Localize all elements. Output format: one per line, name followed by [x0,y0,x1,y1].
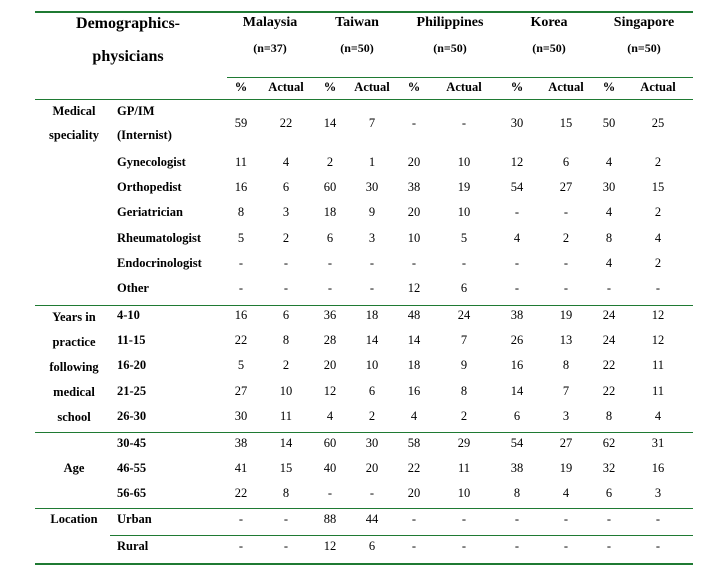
table-cell: 16 [234,180,248,194]
group-label: Medical [52,104,96,118]
table-cell: 38 [510,461,524,475]
group-label: speciality [49,128,99,142]
row-label: 30-45 [117,436,147,450]
subcol-actual: Actual [548,80,584,94]
table-cell: 4 [410,409,418,423]
table-cell: 6 [513,409,521,423]
table-cell: 2 [654,205,662,219]
table-cell: 2 [368,409,376,423]
table-cell: 14 [365,333,379,347]
table-cell: 2 [282,358,290,372]
table-cell: 14 [323,116,337,130]
table-cell: 7 [368,116,376,130]
table-cell: - [411,512,417,526]
table-title-line: physicians [92,48,164,65]
table-cell: 6 [368,539,376,553]
table-cell: 62 [602,436,616,450]
table-cell: - [283,256,289,270]
table-cell: 30 [510,116,524,130]
table-cell: 27 [234,384,248,398]
table-cell: - [655,281,661,295]
table-cell: - [411,256,417,270]
subcol-actual: Actual [354,80,390,94]
table-title-line: Demographics- [76,15,180,32]
table-cell: 2 [654,155,662,169]
table-cell: 16 [407,384,421,398]
table-cell: 27 [559,436,573,450]
table-cell: 26 [510,333,524,347]
table-cell: 10 [365,358,379,372]
table-cell: 2 [654,256,662,270]
table-cell: 20 [323,358,337,372]
row-label: 56-65 [117,486,147,500]
table-cell: 15 [279,461,293,475]
table-cell: 36 [323,308,337,322]
row-label: Gynecologist [117,155,186,169]
table-cell: 4 [282,155,290,169]
table-cell: 7 [460,333,468,347]
table-cell: 60 [323,180,337,194]
country-name: Malaysia [242,15,298,30]
table-cell: - [369,486,375,500]
table-cell: 4 [605,256,613,270]
row-label: 21-25 [117,384,147,398]
rule-line [35,99,693,100]
table-cell: 12 [323,539,337,553]
table-cell: 30 [365,436,379,450]
table-cell: - [514,512,520,526]
table-cell: - [563,256,569,270]
row-label: 11-15 [117,333,146,347]
table-cell: 19 [457,180,471,194]
table-cell: 8 [605,409,613,423]
row-label: Endocrinologist [117,256,202,270]
table-cell: 11 [279,409,293,423]
table-cell: - [563,281,569,295]
table-cell: - [514,539,520,553]
subcol-actual: Actual [446,80,482,94]
table-cell: - [461,512,467,526]
table-cell: 32 [602,461,616,475]
table-cell: 10 [457,205,471,219]
rule-line [35,563,693,565]
table-cell: 6 [368,384,376,398]
table-cell: 5 [460,231,468,245]
row-label: Other [117,281,149,295]
table-cell: 13 [559,333,573,347]
table-cell: 8 [282,333,290,347]
table-cell: 6 [326,231,334,245]
table-cell: - [655,539,661,553]
table-cell: 38 [234,436,248,450]
table-cell: 2 [460,409,468,423]
table-cell: 22 [602,384,616,398]
sample-size: (n=50) [532,41,566,55]
table-cell: 54 [510,180,524,194]
table-cell: 88 [323,512,337,526]
table-cell: 22 [234,333,248,347]
table-cell: - [563,539,569,553]
table-cell: 11 [651,384,665,398]
table-cell: - [461,256,467,270]
table-cell: 9 [368,205,376,219]
subcol-percent: % [234,80,248,94]
sample-size: (n=50) [627,41,661,55]
table-cell: 2 [326,155,334,169]
table-cell: 30 [234,409,248,423]
table-cell: 8 [282,486,290,500]
table-cell: - [606,512,612,526]
table-cell: - [327,281,333,295]
table-cell: 6 [460,281,468,295]
country-name: Philippines [416,15,484,30]
table-cell: 38 [510,308,524,322]
table-cell: 48 [407,308,421,322]
table-cell: 4 [605,205,613,219]
table-cell: 5 [237,231,245,245]
table-cell: 2 [562,231,570,245]
table-cell: 60 [323,436,337,450]
table-cell: 24 [457,308,471,322]
table-cell: 12 [651,308,665,322]
rule-line [35,305,693,306]
row-label: Rheumatologist [117,231,202,245]
table-cell: 15 [559,116,573,130]
table-cell: 8 [562,358,570,372]
table-cell: 3 [282,205,290,219]
table-cell: 20 [407,205,421,219]
rule-line [227,77,693,78]
table-cell: 14 [279,436,293,450]
table-cell: 2 [282,231,290,245]
table-cell: - [327,486,333,500]
table-cell: - [327,256,333,270]
table-cell: 27 [559,180,573,194]
table-cell: 44 [365,512,379,526]
group-label: school [57,410,91,424]
table-cell: - [563,512,569,526]
table-cell: 58 [407,436,421,450]
table-cell: 3 [654,486,662,500]
country-name: Singapore [613,15,675,30]
subcol-percent: % [323,80,337,94]
table-cell: 16 [234,308,248,322]
table-cell: 11 [234,155,248,169]
table-cell: 20 [407,486,421,500]
country-name: Korea [530,15,568,30]
table-cell: - [283,539,289,553]
table-cell: - [369,281,375,295]
table-cell: 11 [651,358,665,372]
sample-size: (n=50) [433,41,467,55]
table-cell: - [461,539,467,553]
group-label: following [49,360,99,374]
table-cell: 18 [365,308,379,322]
table-cell: 1 [368,155,376,169]
table-cell: 6 [282,180,290,194]
row-label: Urban [117,512,152,526]
table-cell: 20 [365,461,379,475]
table-cell: - [411,539,417,553]
table-cell: 29 [457,436,471,450]
table-cell: - [238,281,244,295]
table-cell: - [514,205,520,219]
group-label: Age [63,461,85,475]
rule-line [35,432,693,433]
table-cell: 12 [510,155,524,169]
rule-line [110,535,693,536]
table-cell: 14 [407,333,421,347]
table-cell: 54 [510,436,524,450]
table-cell: 4 [654,231,662,245]
table-cell: 38 [407,180,421,194]
row-label: 16-20 [117,358,147,372]
row-label: Orthopedist [117,180,182,194]
subcol-percent: % [602,80,616,94]
table-cell: - [514,256,520,270]
group-label: Location [50,512,98,526]
table-cell: 12 [407,281,421,295]
table-cell: 10 [279,384,293,398]
table-cell: 10 [457,486,471,500]
table-cell: 18 [323,205,337,219]
table-cell: 16 [651,461,665,475]
subcol-percent: % [510,80,524,94]
table-cell: 40 [323,461,337,475]
table-cell: - [238,512,244,526]
table-cell: 4 [562,486,570,500]
row-label: Geriatrician [117,205,183,219]
table-cell: 3 [562,409,570,423]
table-cell: 15 [651,180,665,194]
subcol-actual: Actual [268,80,304,94]
table-cell: 7 [562,384,570,398]
table-cell: 8 [460,384,468,398]
table-cell: 12 [651,333,665,347]
table-cell: 18 [407,358,421,372]
table-cell: - [369,256,375,270]
row-label: GP/IM [117,104,155,118]
row-label: 4-10 [117,308,140,322]
table-cell: 12 [323,384,337,398]
table-cell: - [461,116,467,130]
table-cell: 22 [602,358,616,372]
row-label: 46-55 [117,461,147,475]
group-label: practice [52,335,96,349]
subcol-actual: Actual [640,80,676,94]
table-cell: - [606,281,612,295]
table-cell: 19 [559,308,573,322]
rule-line [35,508,693,509]
table-cell: 4 [654,409,662,423]
country-name: Taiwan [335,15,379,30]
table-cell: 8 [513,486,521,500]
table-cell: 19 [559,461,573,475]
table-cell: 30 [365,180,379,194]
table-cell: 6 [282,308,290,322]
row-label: (Internist) [117,128,172,142]
table-cell: 22 [407,461,421,475]
table-cell: 14 [510,384,524,398]
table-cell: 6 [605,486,613,500]
table-cell: 8 [605,231,613,245]
table-cell: 31 [651,436,665,450]
table-cell: 11 [457,461,471,475]
row-label: Rural [117,539,149,553]
table-cell: 22 [234,486,248,500]
table-cell: - [238,539,244,553]
table-cell: 30 [602,180,616,194]
table-cell: 20 [407,155,421,169]
table-cell: 50 [602,116,616,130]
table-cell: 28 [323,333,337,347]
table-cell: 3 [368,231,376,245]
table-cell: 24 [602,333,616,347]
table-cell: - [563,205,569,219]
table-cell: 22 [279,116,293,130]
table-cell: 6 [562,155,570,169]
rule-line [35,11,693,13]
table-cell: - [411,116,417,130]
table-cell: 10 [457,155,471,169]
sample-size: (n=50) [340,41,374,55]
table-cell: 9 [460,358,468,372]
row-label: 26-30 [117,409,147,423]
table-cell: - [238,256,244,270]
table-cell: 41 [234,461,248,475]
group-label: medical [53,385,95,399]
table-cell: 8 [237,205,245,219]
group-label: Years in [52,310,96,324]
table-cell: 24 [602,308,616,322]
table-cell: 4 [326,409,334,423]
table-cell: 59 [234,116,248,130]
subcol-percent: % [407,80,421,94]
table-cell: - [283,281,289,295]
table-cell: - [514,281,520,295]
table-cell: 4 [605,155,613,169]
table-cell: 10 [407,231,421,245]
table-cell: - [655,512,661,526]
table-cell: 4 [513,231,521,245]
sample-size: (n=37) [253,41,287,55]
table-cell: 25 [651,116,665,130]
table-cell: - [606,539,612,553]
table-cell: 5 [237,358,245,372]
table-cell: 16 [510,358,524,372]
table-cell: - [283,512,289,526]
